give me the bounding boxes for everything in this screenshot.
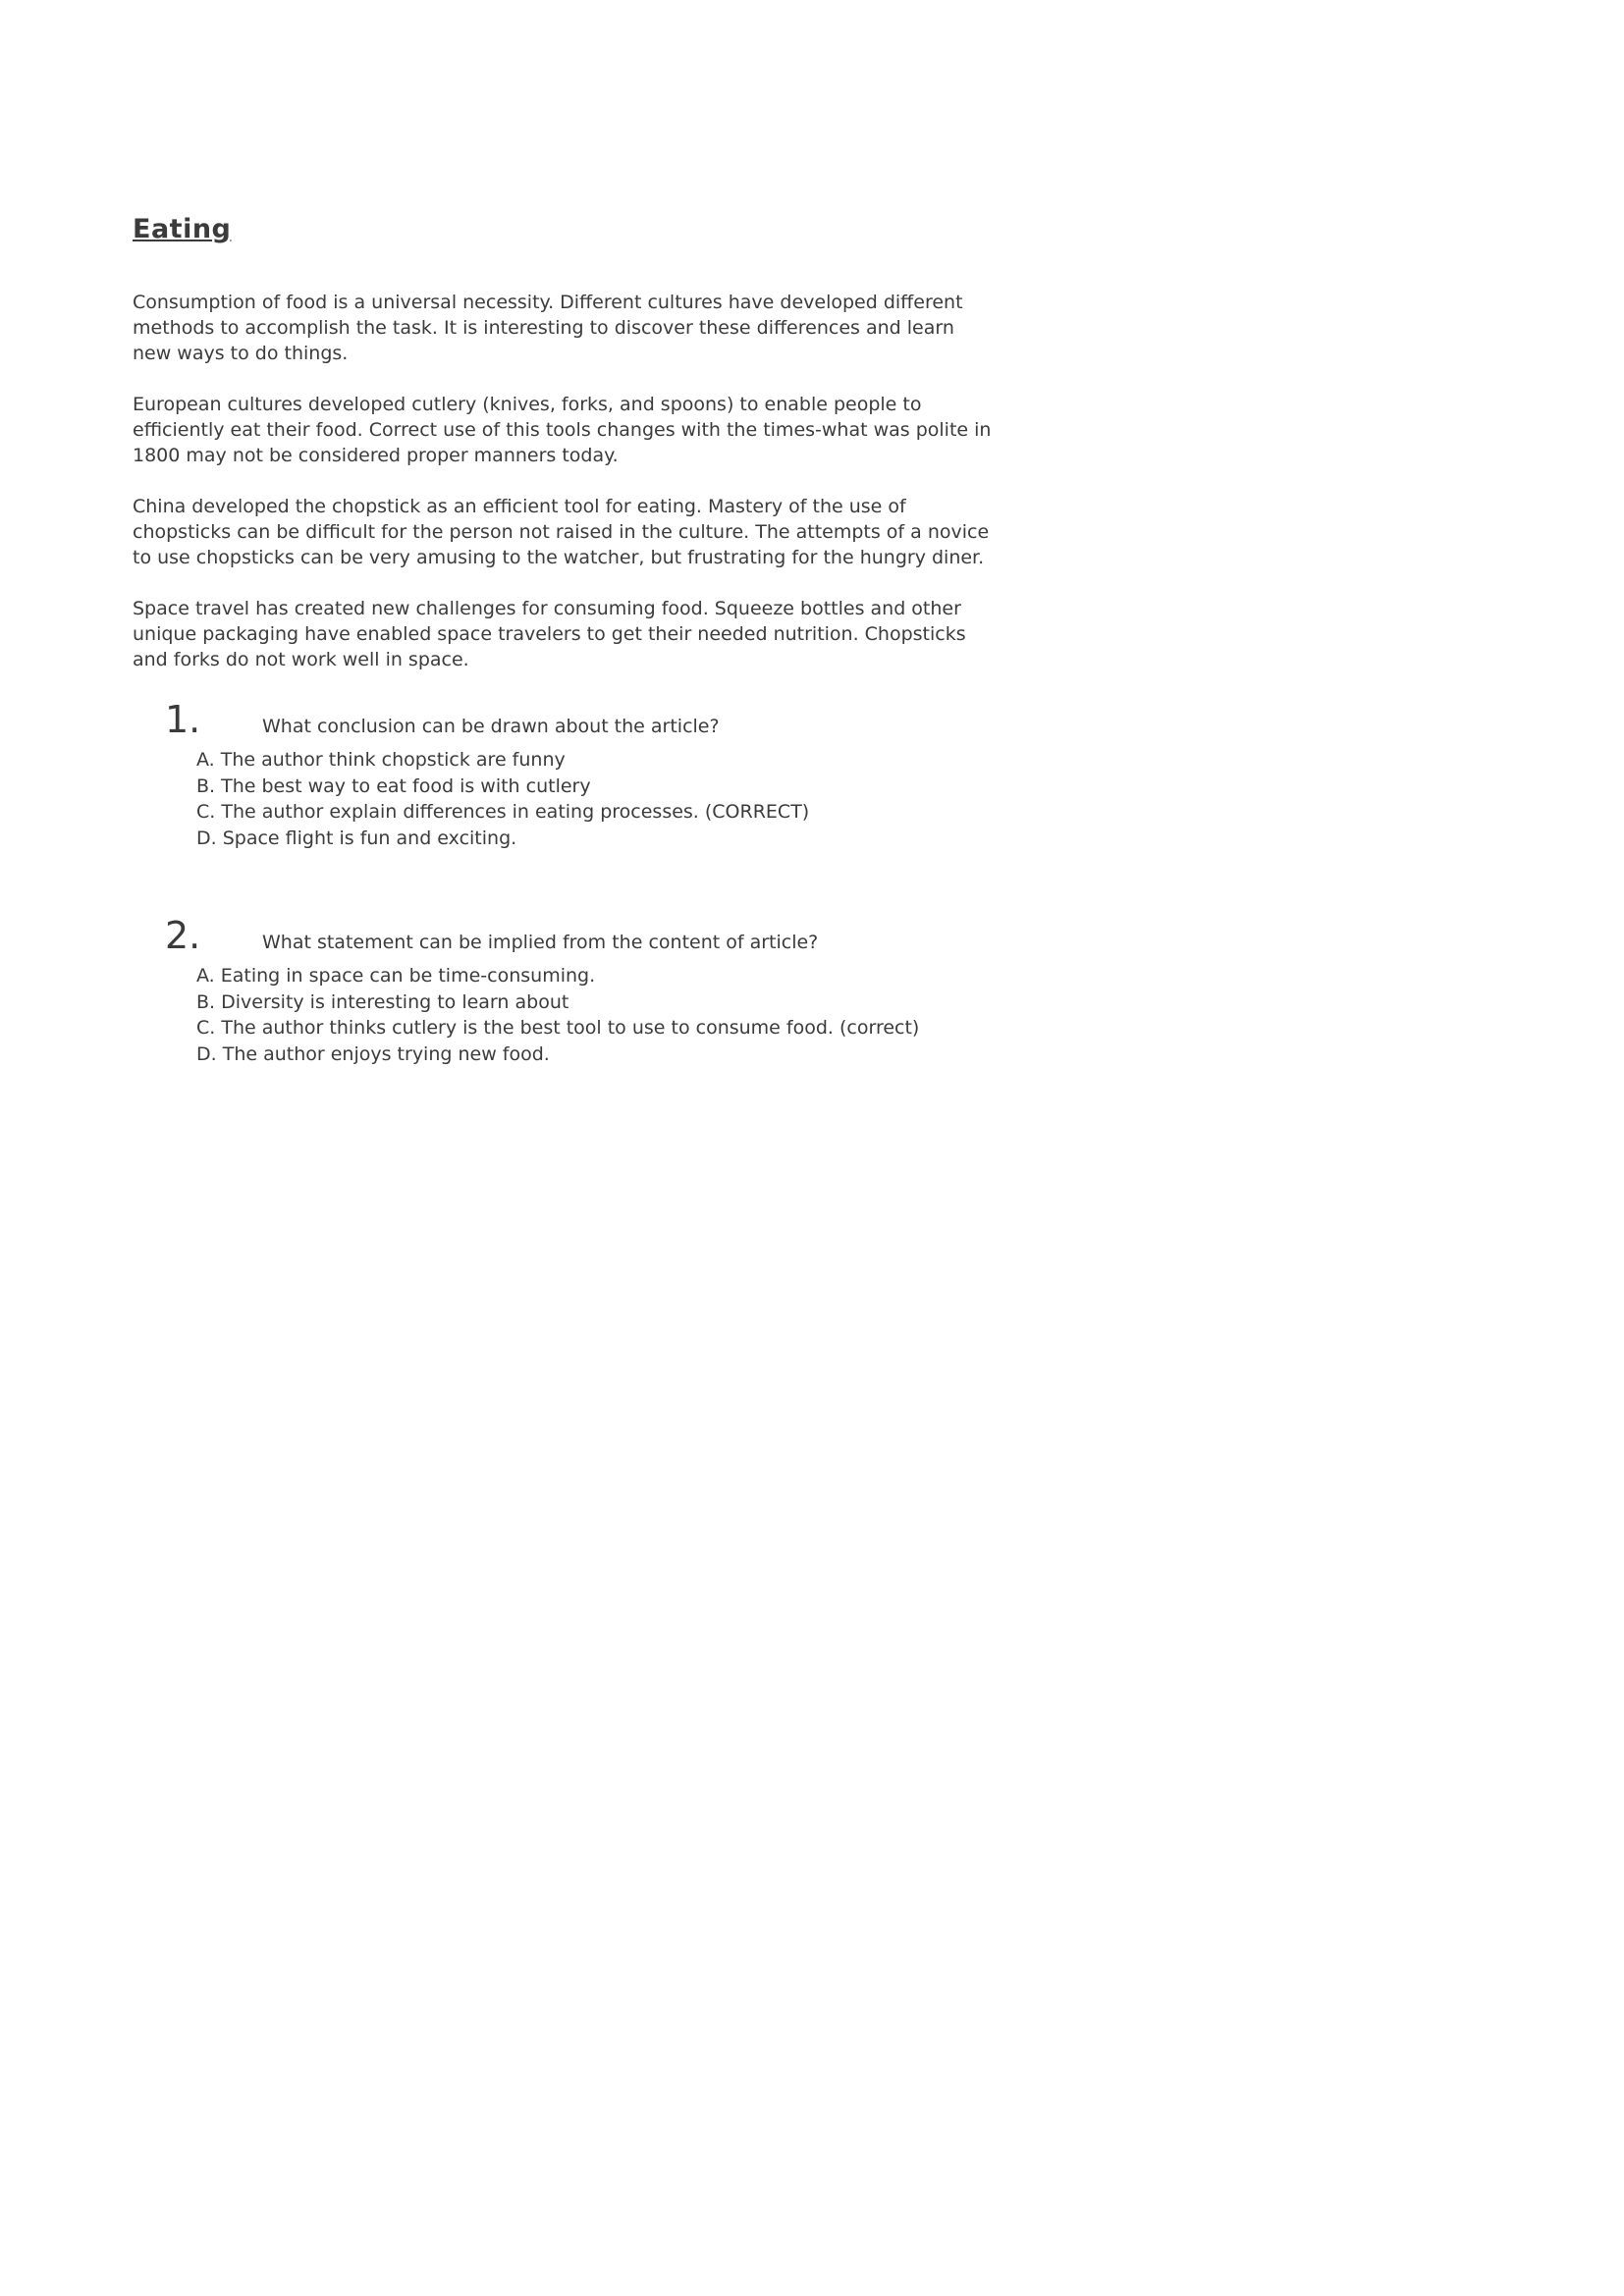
paragraph-european-cutlery: European cultures developed cutlery (knives, forks, and spoons) to enable people to efficiently eat their food. Correct use of this tools changes with the times-what was polite in 1800 may not be considered proper manners today. <box>133 394 992 466</box>
question-1-option-c: C. The author explain differences in eating processes. (CORRECT) <box>196 801 810 823</box>
question-2-option-b: B. Diversity is interesting to learn about <box>196 990 569 1013</box>
paragraph-space-travel: Space travel has created new challenges for consuming food. Squeeze bottles and other unique packaging have enabled space travelers to get their needed nutrition. Chopsticks and forks do not work well in space. <box>133 598 966 670</box>
question-2-header <box>133 914 1491 957</box>
question-2-text: What statement can be implied from the content of article? <box>262 932 819 953</box>
paragraph-china-chopsticks: China developed the chopstick as an efficient tool for eating. Mastery of the use of chopsticks can be difficult for the person not raised in the culture. The attempts of a novice to use chopsticks can be very amusing to the watcher, but frustrating for the hungry diner. <box>133 496 990 568</box>
question-1-option-b: B. The best way to eat food is with cutlery <box>196 774 591 797</box>
question-2-option-a: A. Eating in space can be time-consuming. <box>196 965 596 987</box>
question-1 <box>133 698 1491 851</box>
question-2-option-c: C. The author thinks cutlery is the best tool to use to consume food. (correct) <box>196 1017 920 1039</box>
question-2-number: 2. <box>165 914 201 957</box>
question-1-options <box>133 747 1491 851</box>
paragraph-intro: Consumption of food is a universal necessity. Different cultures have developed different methods to accomplish the task. It is interesting to discover these differences and learn new ways to do things. <box>133 292 963 364</box>
question-1-option-a: A. The author think chopstick are funny <box>196 749 566 771</box>
question-1-option-d: D. Space flight is fun and exciting. <box>196 827 517 849</box>
question-1-text: What conclusion can be drawn about the article? <box>262 716 720 737</box>
question-1-header <box>133 698 1491 741</box>
question-2-option-d: D. The author enjoys trying new food. <box>196 1042 550 1065</box>
document-title: Eating <box>133 214 232 244</box>
question-1-number: 1. <box>165 698 201 741</box>
question-2-options <box>133 963 1491 1067</box>
question-2 <box>133 914 1491 1067</box>
